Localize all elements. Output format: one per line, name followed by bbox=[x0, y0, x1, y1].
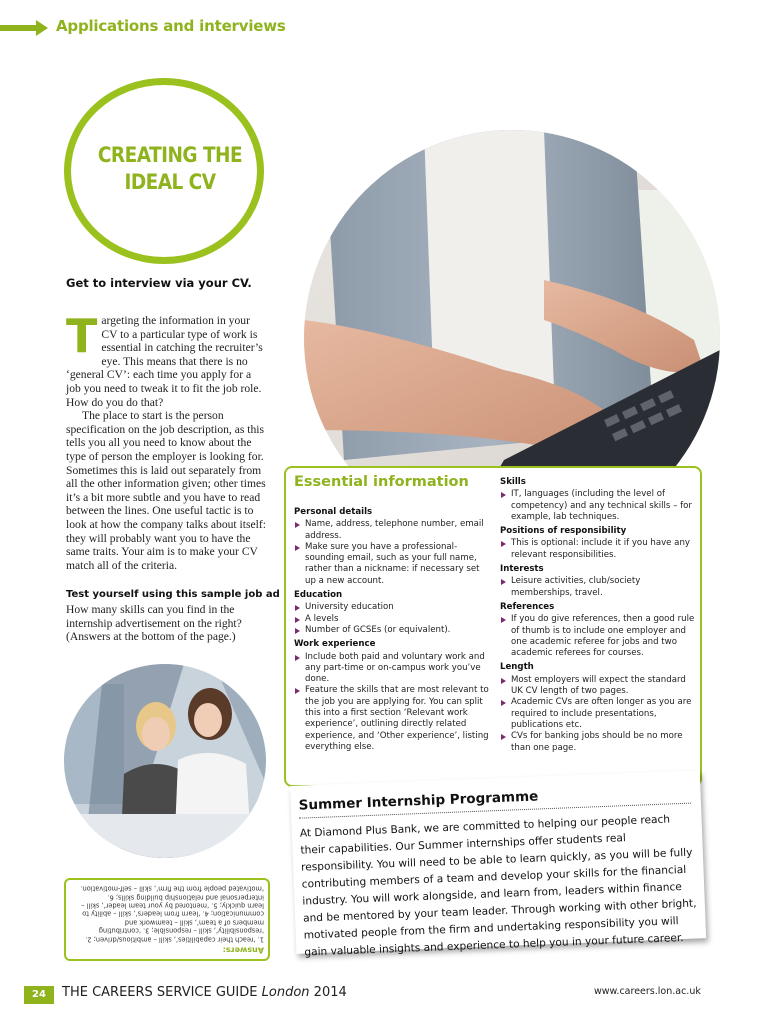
essential-title: Essential information bbox=[294, 474, 469, 490]
answers-label: Answers: bbox=[222, 945, 264, 955]
guide-title: THE CAREERS SERVICE GUIDE bbox=[62, 985, 258, 1000]
essential-left-column bbox=[294, 504, 492, 753]
test-text: How many skills can you find in the internship advertisement on the right? (Answers at the bottom of the page.) bbox=[66, 603, 242, 644]
essential-list-item: Academic CVs are often longer as you are required to include presentations, publications etc. bbox=[500, 697, 696, 731]
answers-content bbox=[72, 884, 264, 953]
footer-guide-title bbox=[62, 985, 347, 1000]
footer-url[interactable]: www.careers.lon.ac.uk bbox=[594, 986, 701, 997]
guide-city: London bbox=[261, 985, 310, 1000]
essential-subheading: Interests bbox=[500, 564, 544, 575]
essential-list-item: Make sure you have a professional-sounding email, such as your full name, rather than a nickname: if necessary set up a new account. bbox=[294, 542, 492, 587]
essential-list-item: University education bbox=[294, 602, 492, 613]
essential-list bbox=[294, 519, 492, 587]
essential-subheading: Length bbox=[500, 662, 534, 673]
essential-info-box bbox=[284, 466, 702, 787]
essential-list-item: Include both paid and voluntary work and any part-time or on-campus work you’ve done. bbox=[294, 652, 492, 686]
page-title bbox=[77, 142, 264, 196]
students-photo bbox=[64, 664, 266, 858]
essential-list-item: IT, languages (including the level of competency) and any technical skills – for example, lab techniques. bbox=[500, 489, 696, 523]
section-title: Applications and interviews bbox=[56, 17, 286, 35]
essential-list bbox=[500, 614, 696, 659]
body-paragraph-2: The place to start is the person specification on the job description, as this tells you all you need to know about the type of person the employer is looking for. Sometimes this is laid out separately from all the other information given; other times it’s a bit more subtle and you have to read between the lines. One useful tactic is to look at how the company talks about itself: they will probably want you to have the same traits. Your aim is to make your CV match all of the criteria. bbox=[66, 409, 266, 572]
essential-list-item: CVs for banking jobs should be no more than one page. bbox=[500, 731, 696, 754]
essential-list-item: This is optional: include it if you have any relevant responsibilities. bbox=[500, 538, 696, 561]
essential-subheading: Education bbox=[294, 590, 343, 601]
answers-text: 1. ‘reach their capabilities’, skill – ambitious/driven; 2. ‘responsibility’, skill – responsible; 3. ‘contributing members of a team’, skill – teamwork and communication; 4. ‘learn from leaders’, skill – ability to learn quickly; 5. ‘mentored by your team leader’, skill – interpersonal and relationship building skills; 6. ‘motivated people from the firm’, skill – self-motivation. bbox=[80, 884, 264, 943]
lead-text: Get to interview via your CV. bbox=[66, 276, 252, 290]
internship-ad-card bbox=[290, 770, 706, 959]
essential-list bbox=[500, 538, 696, 561]
essential-list-item: Feature the skills that are most relevant to the job you are applying for. You can split this into a first section ‘Relevant work experience’, outlining directly related experience, and ‘Other experience’, listing everything else. bbox=[294, 685, 492, 753]
header-arrow-icon bbox=[0, 20, 48, 36]
essential-subheading: Personal details bbox=[294, 507, 373, 517]
essential-list-item: Number of GCSEs (or equivalent). bbox=[294, 625, 492, 636]
essential-list-item: Most employers will expect the standard UK CV length of two pages. bbox=[500, 675, 696, 698]
guide-year: 2014 bbox=[313, 985, 347, 1000]
essential-subheading: Work experience bbox=[294, 639, 376, 650]
drop-cap: T bbox=[66, 309, 98, 363]
internship-title: Summer Internship Programme bbox=[298, 788, 539, 814]
test-heading: Test yourself using this sample job ad bbox=[66, 589, 280, 600]
title-line-2: IDEAL CV bbox=[124, 170, 216, 194]
essential-list-item: If you do give references, then a good rule of thumb is to include one employer and one academic referee for jobs and two academic referees for courses. bbox=[500, 614, 696, 659]
essential-list bbox=[500, 489, 696, 523]
essential-right-column bbox=[500, 474, 696, 754]
essential-list bbox=[500, 675, 696, 754]
essential-list-item: A levels bbox=[294, 614, 492, 625]
essential-subheading: Positions of responsibility bbox=[500, 526, 627, 537]
body-text bbox=[66, 309, 268, 572]
title-line-1: CREATING THE bbox=[97, 143, 243, 167]
internship-text: At Diamond Plus Bank, we are committed to helping our people reach their capabilities. Our Summer internships offer students real responsibility. You will need to be able to learn quickly, as you will be fully contributing members of a team and develop your skills for the financial industry. You will work alongside, and learn from, leaders within finance and be mentored by your team leader. Through working with other bright, motivated people from the firm and undertaking responsibility you will gain valuable insights and experience to help you in your future career. bbox=[299, 813, 697, 959]
essential-list bbox=[294, 652, 492, 754]
essential-list bbox=[500, 576, 696, 599]
page-number: 24 bbox=[24, 986, 54, 1004]
essential-list-item: Leisure activities, club/society memberships, travel. bbox=[500, 576, 696, 599]
essential-list-item: Name, address, telephone number, email address. bbox=[294, 519, 492, 542]
essential-subheading: References bbox=[500, 601, 555, 612]
essential-subheading: Skills bbox=[500, 477, 526, 487]
body-paragraph-1: argeting the information in your CV to a particular type of work is essential in catching the recruiter’s eye. This means that there is no ‘general CV’: each time you apply for a job you need to tweak it to fit the job role. How do you do that? bbox=[66, 314, 263, 409]
essential-list bbox=[294, 602, 492, 636]
answers-box bbox=[64, 878, 270, 961]
